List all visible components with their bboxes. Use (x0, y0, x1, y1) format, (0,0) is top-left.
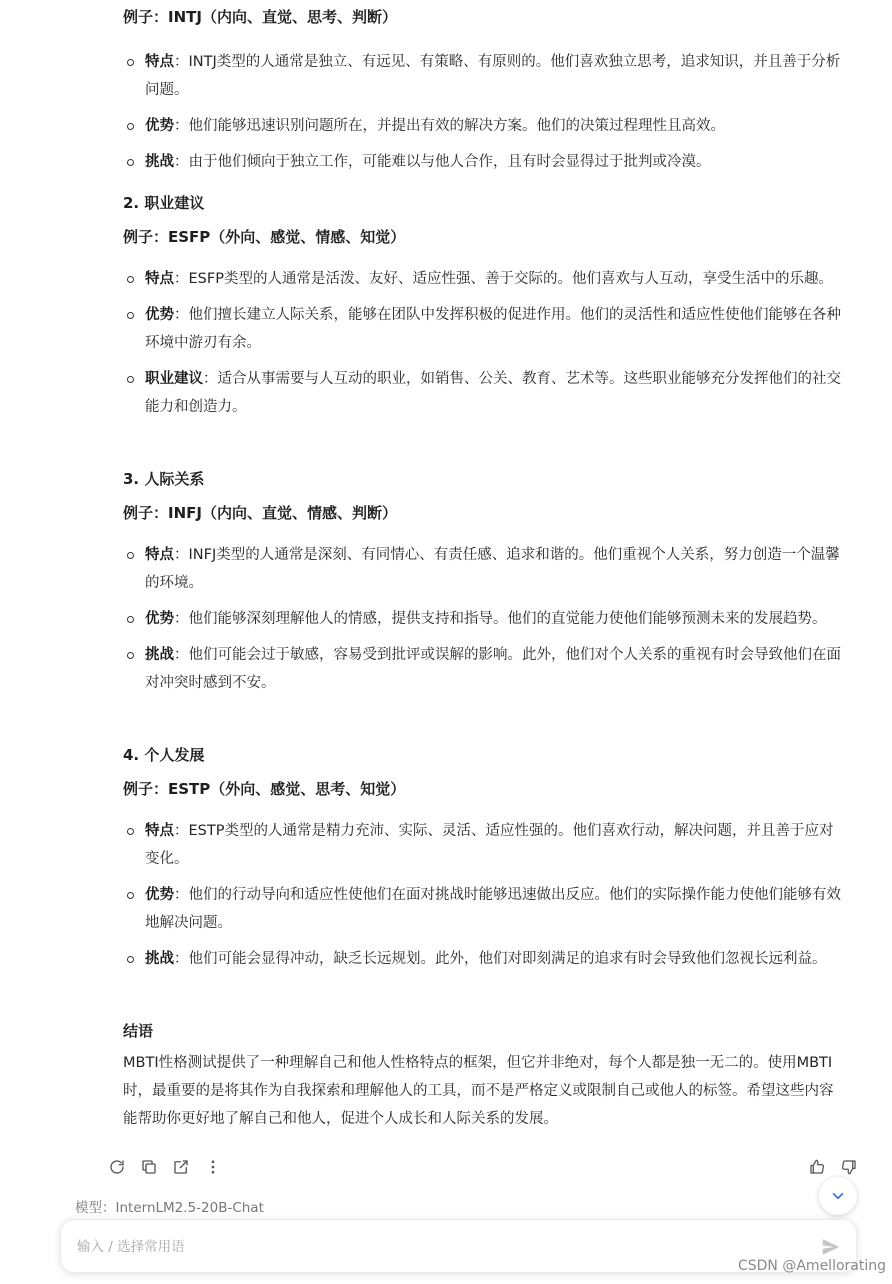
item-text: ：ESFP类型的人通常是活泼、友好、适应性强、善于交际的。他们喜欢与人互动，享受生活中的乐趣。 (174, 271, 833, 287)
refresh-icon (108, 1158, 126, 1176)
item-text: ：他们可能会显得冲动，缺乏长远规划。此外，他们对即刻满足的追求有时会导致他们忽视长远利益。 (174, 951, 827, 967)
message-actions (0, 1156, 892, 1182)
section-heading: 3. 人际关系 (123, 470, 205, 488)
item-text: ：他们擅长建立人际关系，能够在团队中发挥积极的促进作用。他们的灵活性和适应性使他们能够在各种环境中游刃有余。 (145, 307, 841, 351)
list-item (123, 817, 843, 873)
bullet-list (123, 817, 843, 973)
example-title: 例子：ESFP（外向、感觉、情感、知觉） (123, 228, 406, 246)
item-text: ：他们能够深刻理解他人的情感，提供支持和指导。他们的直觉能力使他们能够预测未来的发展趋势。 (174, 611, 827, 627)
section-4 (123, 743, 843, 973)
watermark: CSDN @Amellorating (737, 1258, 886, 1274)
item-label: 优势 (145, 611, 174, 627)
thumbs-up-icon (808, 1158, 826, 1176)
like-button[interactable] (806, 1156, 828, 1178)
more-icon (204, 1158, 222, 1176)
conclusion (123, 1019, 843, 1133)
list-item (123, 641, 843, 697)
copy-button[interactable] (138, 1156, 160, 1178)
conclusion-text: MBTI性格测试提供了一种理解自己和他人性格特点的框架，但它并非绝对，每个人都是独一无二的。使用MBTI时，最重要的是将其作为自我探索和理解他人的工具，而不是严格定义或限制自己或他人的标签。希望这些内容能帮助你更好地了解自己和他人，促进个人成长和人际关系的发展。 (123, 1055, 834, 1127)
more-button[interactable] (202, 1156, 224, 1178)
list-item (123, 945, 843, 973)
item-label: 优势 (145, 307, 174, 323)
item-text: ：由于他们倾向于独立工作，可能难以与他人合作，且有时会显得过于批判或冷漠。 (174, 154, 711, 170)
bullet-list (123, 541, 843, 697)
example-title: 例子：INTJ（内向、直觉、思考、判断） (123, 8, 397, 26)
item-text: ：他们能够迅速识别问题所在，并提出有效的解决方案。他们的决策过程理性且高效。 (174, 118, 725, 134)
share-button[interactable] (170, 1156, 192, 1178)
list-item (123, 301, 843, 357)
item-label: 职业建议 (145, 371, 203, 387)
list-item (123, 148, 843, 176)
example-title: 例子：INFJ（内向、直觉、情感、判断） (123, 504, 397, 522)
chat-input[interactable] (75, 1234, 799, 1260)
list-item (123, 265, 843, 293)
thumbs-down-icon (840, 1158, 858, 1176)
item-label: 特点 (145, 823, 174, 839)
item-label: 特点 (145, 54, 174, 70)
section-1 (123, 5, 843, 176)
item-label: 特点 (145, 271, 174, 287)
item-label: 优势 (145, 887, 174, 903)
item-text: ：ESTP类型的人通常是精力充沛、实际、灵活、适应性强的。他们喜欢行动，解决问题，并且善于应对变化。 (145, 823, 834, 867)
item-label: 挑战 (145, 647, 174, 663)
share-icon (172, 1158, 190, 1176)
section-3 (123, 467, 843, 697)
item-text: ：INFJ类型的人通常是深刻、有同情心、有责任感、追求和谐的。他们重视个人关系，努力创造一个温馨的环境。 (145, 547, 840, 591)
list-item (123, 365, 843, 421)
conclusion-heading: 结语 (123, 1022, 154, 1040)
item-label: 优势 (145, 118, 174, 134)
dislike-button[interactable] (838, 1156, 860, 1178)
chevron-down-icon (829, 1187, 847, 1205)
send-icon (820, 1236, 842, 1258)
list-item (123, 605, 843, 633)
list-item (123, 48, 843, 104)
item-text: ：适合从事需要与人互动的职业，如销售、公关、教育、艺术等。这些职业能够充分发挥他们的社交能力和创造力。 (145, 371, 841, 415)
list-item (123, 112, 843, 140)
item-text: ：他们的行动导向和适应性使他们在面对挑战时能够迅速做出反应。他们的实际操作能力使他们能够有效地解决问题。 (145, 887, 841, 931)
item-label: 挑战 (145, 951, 174, 967)
section-2 (123, 191, 843, 421)
section-heading: 4. 个人发展 (123, 746, 205, 764)
item-label: 特点 (145, 547, 174, 563)
scroll-to-bottom-button[interactable] (819, 1177, 857, 1215)
copy-icon (140, 1158, 158, 1176)
item-text: ：INTJ类型的人通常是独立、有远见、有策略、有原则的。他们喜欢独立思考，追求知识，并且善于分析问题。 (145, 54, 841, 98)
item-text: ：他们可能会过于敏感，容易受到批评或误解的影响。此外，他们对个人关系的重视有时会导致他们在面对冲突时感到不安。 (145, 647, 841, 691)
section-heading: 2. 职业建议 (123, 194, 205, 212)
list-item (123, 881, 843, 937)
bullet-list (123, 48, 843, 176)
regenerate-button[interactable] (106, 1156, 128, 1178)
send-button[interactable] (818, 1234, 844, 1260)
model-label: 模型：InternLM2.5-20B-Chat (75, 1200, 264, 1216)
item-label: 挑战 (145, 154, 174, 170)
bullet-list (123, 265, 843, 421)
list-item (123, 541, 843, 597)
example-title: 例子：ESTP（外向、感觉、思考、知觉） (123, 780, 406, 798)
